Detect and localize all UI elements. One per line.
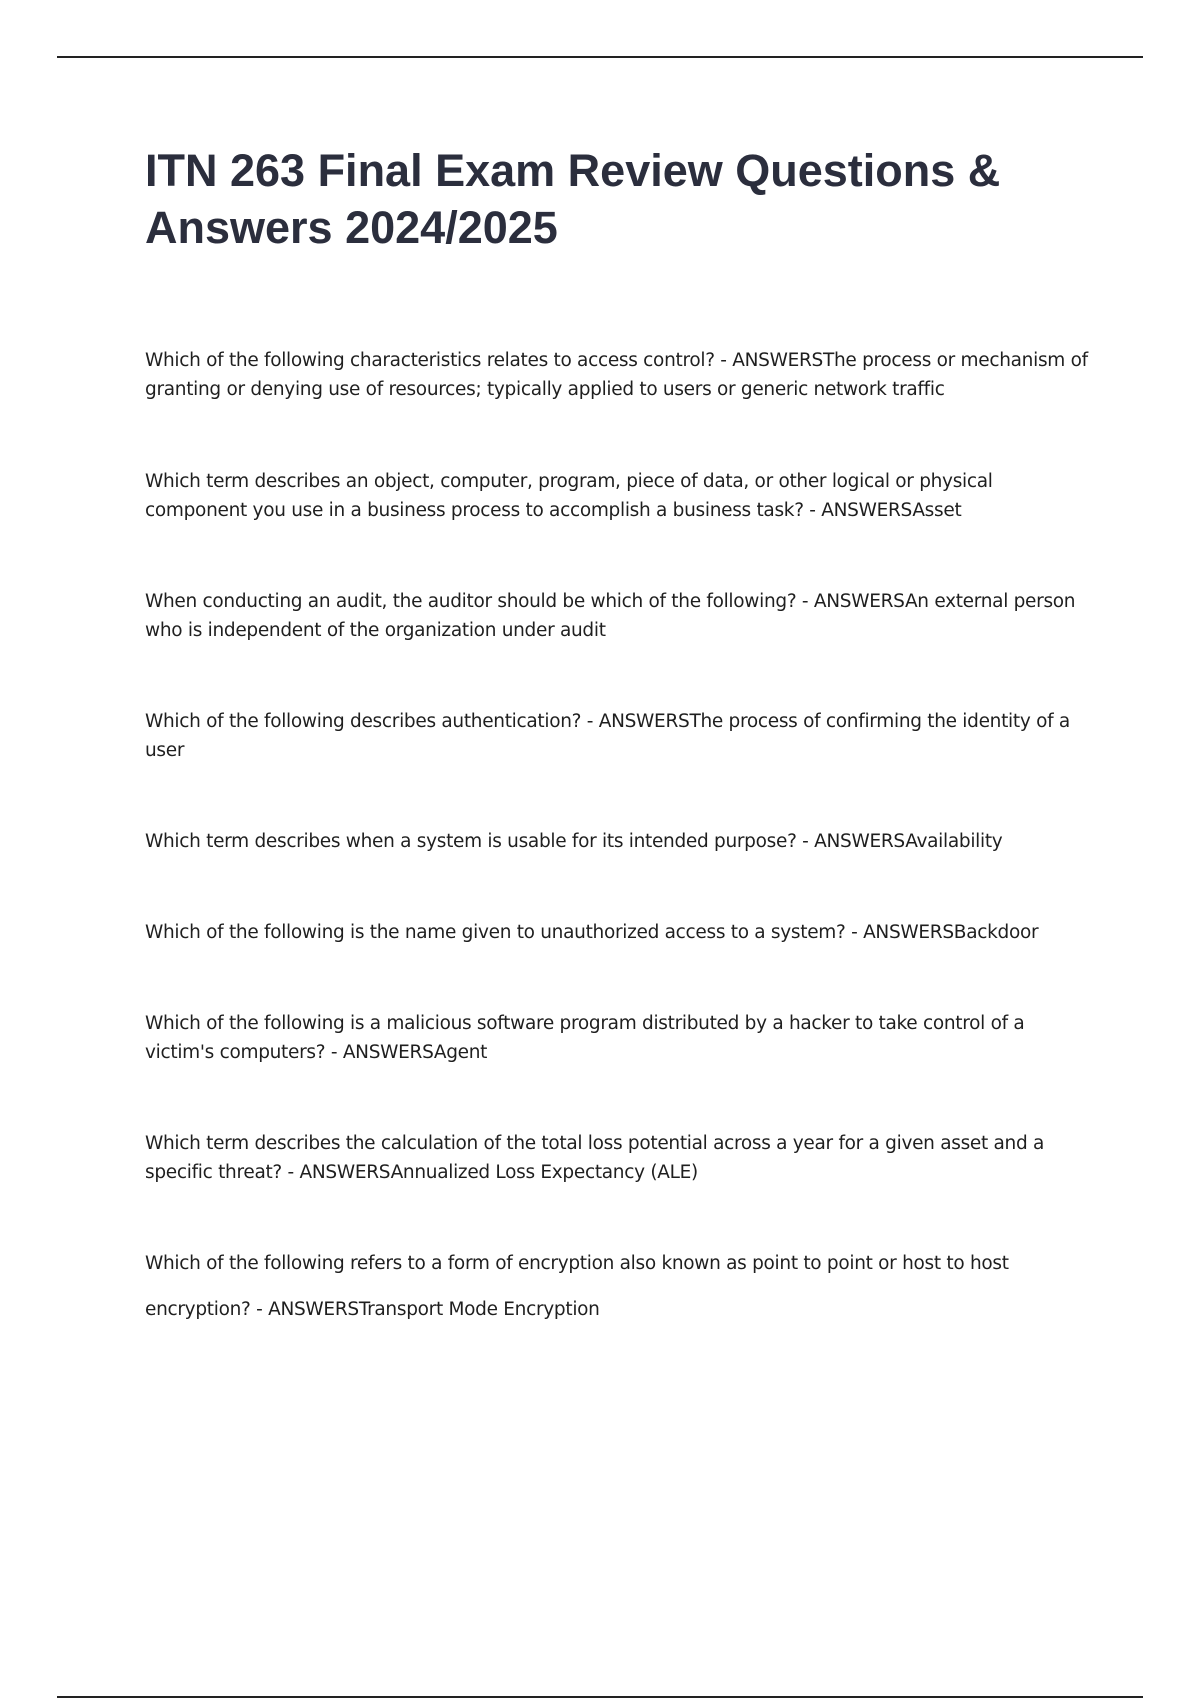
answer-marker: ANSWERS	[268, 1299, 359, 1320]
top-rule	[57, 56, 1143, 58]
answer-text: An external person who is independent of the organization under audit	[145, 591, 1076, 641]
answer-marker: ANSWERS	[598, 711, 690, 732]
qa-item-5: Which term describes when a system is usable for its intended purpose? - ANSWERSAvailability	[145, 831, 1003, 852]
question-text: Which term describes the calculation of the total loss potential across a year for a given asset and a specific threat?	[145, 1133, 1045, 1183]
answer-text: The process or mechanism of granting or denying use of resources; typically applied to users or generic network traffic	[145, 350, 1088, 400]
answer-marker: ANSWERS	[813, 591, 905, 612]
qa-item-1: Which of the following characteristics relates to access control? - ANSWERSThe process or mechanism of granting or denying use of resources; typically applied to users or generic network traffic	[145, 350, 1088, 400]
question-text: Which term describes when a system is usable for its intended purpose?	[145, 831, 797, 852]
answer-text: Availability	[905, 831, 1003, 852]
qa-item-9: Which of the following refers to a form of encryption also known as point to point or host to host encryption? - ANSWERSTransport Mode Encryption	[145, 1253, 1009, 1320]
answer-text: Annualized Loss Expectancy (ALE)	[390, 1162, 698, 1183]
answer-marker: ANSWERS	[814, 831, 906, 852]
qa-item-4: Which of the following describes authentication? - ANSWERSThe process of confirming the identity of a user	[145, 711, 1070, 761]
bottom-rule	[57, 1696, 1143, 1698]
answer-text: The process of confirming the identity of a user	[145, 711, 1070, 761]
answer-text: Transport Mode Encryption	[358, 1299, 600, 1320]
question-text: Which of the following is the name given to unauthorized access to a system?	[145, 922, 846, 943]
answer-marker: ANSWERS	[732, 350, 823, 371]
question-text: Which of the following describes authentication?	[145, 711, 582, 732]
answer-text: Agent	[433, 1042, 488, 1063]
qa-item-7: Which of the following is a malicious software program distributed by a hacker to take control of a victim's computers? - ANSWERSAgent	[145, 1013, 1025, 1063]
answer-marker: ANSWERS	[863, 922, 954, 943]
qa-item-8: Which term describes the calculation of the total loss potential across a year for a given asset and a specific threat? - ANSWERSAnnualized Loss Expectancy (ALE)	[145, 1133, 1045, 1183]
answer-text: Backdoor	[953, 922, 1039, 943]
answer-marker: ANSWERS	[821, 500, 913, 521]
answer-marker: ANSWERS	[299, 1162, 391, 1183]
answer-text: Asset	[912, 500, 962, 521]
question-text: Which of the following is a malicious software program distributed by a hacker to take control of a victim's computers?	[145, 1013, 1025, 1063]
qa-item-2: Which term describes an object, computer, program, piece of data, or other logical or physical component you use in a business process to accomplish a business task? - ANSWERSAsset	[145, 471, 993, 521]
document-title: ITN 263 Final Exam Review Questions & Answers 2024/2025	[145, 145, 1001, 253]
question-text: When conducting an audit, the auditor should be which of the following?	[145, 591, 797, 612]
answer-marker: ANSWERS	[342, 1042, 434, 1063]
qa-item-3: When conducting an audit, the auditor should be which of the following? - ANSWERSAn external person who is independent of the organization under audit	[145, 591, 1076, 641]
question-text: Which term describes an object, computer, program, piece of data, or other logical or physical component you use in a business process to accomplish a business task?	[145, 471, 993, 521]
question-text: Which of the following refers to a form of encryption also known as point to point or host to host encryption?	[145, 1253, 1009, 1320]
qa-item-6: Which of the following is the name given to unauthorized access to a system? - ANSWERSBackdoor	[145, 922, 1039, 943]
question-text: Which of the following characteristics relates to access control?	[145, 350, 715, 371]
